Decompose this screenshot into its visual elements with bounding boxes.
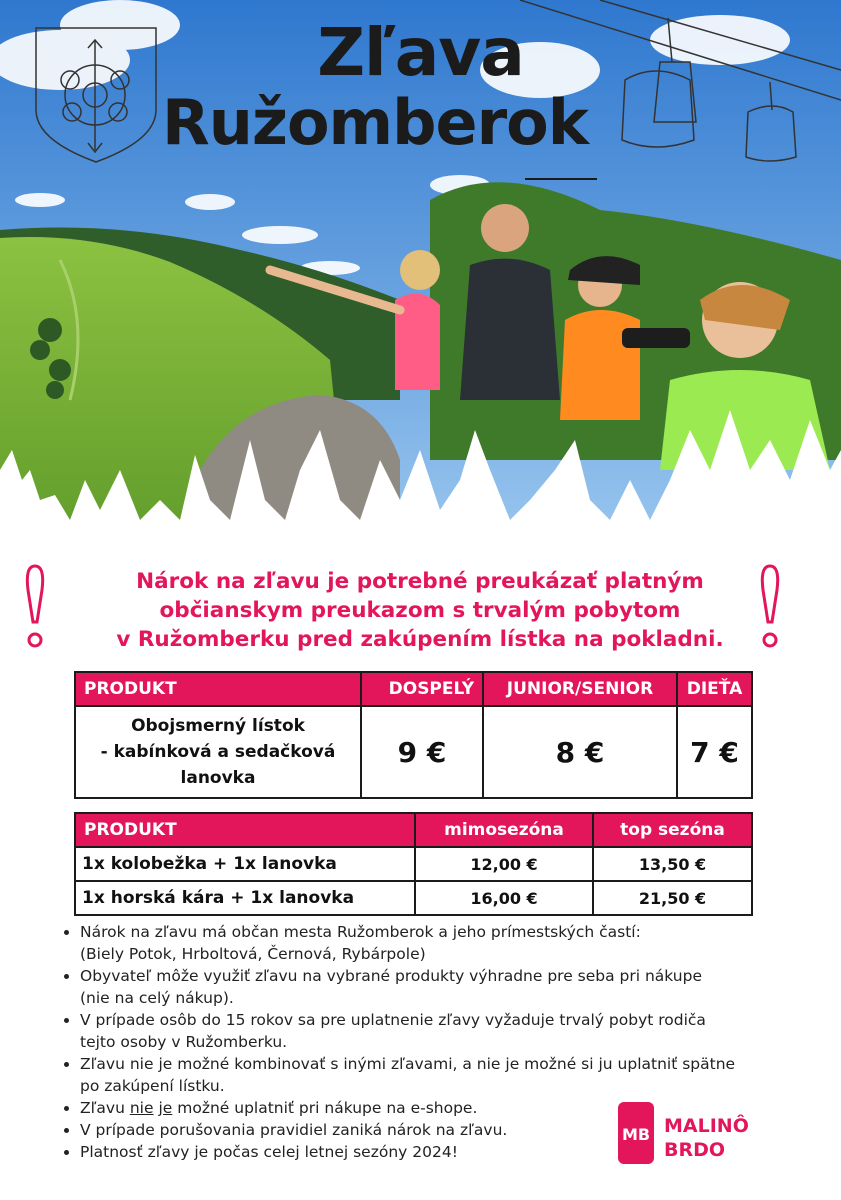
col-header-junior-senior: JUNIOR/SENIOR <box>483 672 677 706</box>
off-season-price: 12,00 € <box>415 847 593 881</box>
off-season-price: 16,00 € <box>415 881 593 915</box>
list-item <box>80 921 820 965</box>
malino-brdo-logo <box>616 1100 761 1168</box>
note-text: po zakúpení lístku. <box>80 1077 225 1095</box>
list-item <box>80 1009 820 1053</box>
title-line1: Zľava <box>317 14 524 91</box>
product-cell: 1x kolobežka + 1x lanovka <box>75 847 415 881</box>
note-text: Nárok na zľavu má občan mesta Ružomberok a jeho prímestských častí: <box>80 923 641 941</box>
note-text: Platnosť zľavy je počas celej letnej sezóny 2024! <box>80 1143 458 1161</box>
product-line: lanovka <box>180 768 256 788</box>
top-season-price: 21,50 € <box>593 881 752 915</box>
logo-text-line1: MALINÔ <box>664 1115 749 1137</box>
col-header-adult: DOSPELÝ <box>361 672 483 706</box>
price-junior-senior: 8 € <box>483 706 677 798</box>
table-row <box>75 847 752 881</box>
table-header-row <box>75 813 752 847</box>
notice-line: občianskym preukazom s trvalým pobytom <box>159 598 681 623</box>
col-header-off-season: mimosezóna <box>415 813 593 847</box>
note-text: Zľavu nie je možné kombinovať s inými zľavami, a nie je možné si ju uplatniť spätne <box>80 1055 736 1073</box>
table-header-row <box>75 672 752 706</box>
note-text: (Biely Potok, Hrboltová, Černová, Rybárpole) <box>80 945 426 963</box>
note-text: V prípade osôb do 15 rokov sa pre uplatnenie zľavy vyžaduje trvalý pobyt rodiča <box>80 1011 706 1029</box>
notice-line: v Ružomberku pred zakúpením lístka na pokladni. <box>116 627 724 652</box>
logo-badge-text: MB <box>621 1125 651 1144</box>
table-row <box>75 881 752 915</box>
list-item <box>80 1053 820 1097</box>
list-item <box>80 965 820 1009</box>
combo-price-table <box>74 812 753 916</box>
col-header-top-season: top sezóna <box>593 813 752 847</box>
notice-line: Nárok na zľavu je potrebné preukázať platným <box>136 569 704 594</box>
note-text-underlined: nie <box>129 1099 154 1117</box>
note-text: Obyvateľ môže využiť zľavu na vybrané produkty výhradne pre seba pri nákupe <box>80 967 703 985</box>
price-child: 7 € <box>677 706 752 798</box>
product-line: Obojsmerný lístok <box>131 716 305 736</box>
note-text: (nie na celý nákup). <box>80 989 234 1007</box>
discount-notice <box>70 567 770 654</box>
note-text: V prípade porušovania pravidiel zaniká nárok na zľavu. <box>80 1121 508 1139</box>
col-header-product: PRODUKT <box>75 672 361 706</box>
note-text-underlined: je <box>158 1099 173 1117</box>
product-cell <box>75 706 361 798</box>
product-line: - kabínková a sedačková <box>100 742 336 762</box>
note-text: Zľavu <box>80 1099 130 1117</box>
product-cell: 1x horská kára + 1x lanovka <box>75 881 415 915</box>
col-header-child: DIEŤA <box>677 672 752 706</box>
col-header-product: PRODUKT <box>75 813 415 847</box>
ticket-price-table <box>74 671 753 799</box>
exclamation-icon-left <box>20 560 50 655</box>
logo-text-line2: BRDO <box>664 1139 726 1161</box>
table-row <box>75 706 752 798</box>
note-text: tejto osoby v Ružomberku. <box>80 1033 288 1051</box>
price-adult: 9 € <box>361 706 483 798</box>
top-season-price: 13,50 € <box>593 847 752 881</box>
note-text: možné uplatniť pri nákupe na e-shope. <box>172 1099 478 1117</box>
title-line2: Ružomberok <box>162 86 588 159</box>
title-divider <box>525 178 597 180</box>
